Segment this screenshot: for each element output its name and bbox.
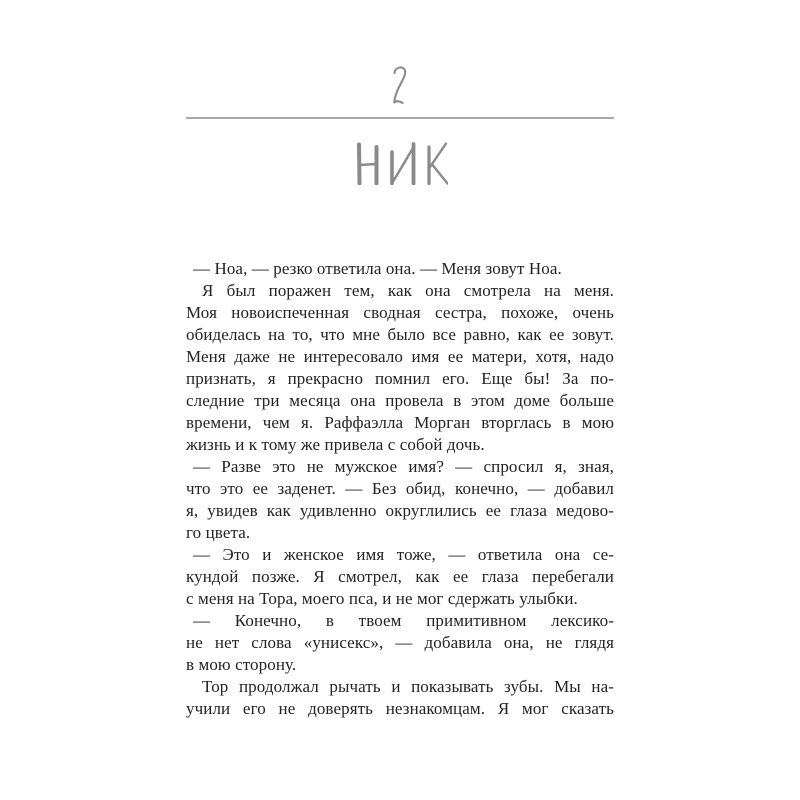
body-text xyxy=(186,258,614,720)
text-line: обиделась на то, что мне было все равно, как ее зовут. xyxy=(186,325,614,344)
text-line: времени, чем я. Раффаэлла Морган вторглась в мою xyxy=(186,413,614,432)
text-line: учили его не доверять незнакомцам. Я мог сказать xyxy=(186,699,614,718)
text-line: следние три месяца она провела в этом доме больше xyxy=(186,391,614,410)
paragraph xyxy=(186,610,614,676)
text-line: Меня даже не интересовало имя ее матери, хотя, надо xyxy=(186,347,614,366)
paragraph xyxy=(186,456,614,544)
book-page xyxy=(186,0,614,720)
text-line: кундой позже. Я смотрел, как ее глаза перебегали xyxy=(186,567,614,586)
chapter-title xyxy=(186,141,614,185)
text-line: — Разве это не мужское имя? — спросил я, зная, xyxy=(193,457,614,476)
chapter-number-glyph xyxy=(390,64,410,106)
text-line: Моя новоиспеченная сводная сестра, похоже, очень xyxy=(186,303,614,322)
text-line: жизнь и к тому же привела с собой дочь. xyxy=(186,435,485,454)
chapter-header xyxy=(186,64,614,185)
paragraph xyxy=(186,258,614,280)
text-line: го цвета. xyxy=(186,523,251,542)
text-line: что это ее заденет. — Без обид, конечно, — добавил xyxy=(186,479,614,498)
paragraph xyxy=(186,280,614,456)
text-line: признать, я прекрасно помнил его. Еще бы! За по- xyxy=(186,369,614,388)
text-line: Тор продолжал рычать и показывать зубы. Мы на- xyxy=(202,677,614,696)
text-line: — Это и женское имя тоже, — ответила она се- xyxy=(193,545,614,564)
paragraph xyxy=(186,676,614,720)
text-line: не нет слова «унисекс», — добавила она, не глядя xyxy=(186,633,614,652)
text-line: я, увидев как удивленно округлились ее глаза медово- xyxy=(186,501,614,520)
text-line: в мою сторону. xyxy=(186,655,297,674)
text-line: — Конечно, в твоем примитивном лексико- xyxy=(193,611,614,630)
text-line: — Ноа, — резко ответила она. — Меня зовут Ноа. xyxy=(193,259,562,278)
chapter-divider xyxy=(186,117,614,119)
text-line: с меня на Тора, моего пса, и не мог сдержать улыбки. xyxy=(186,589,578,608)
text-line: Я был поражен тем, как она смотрела на меня. xyxy=(202,281,614,300)
paragraph xyxy=(186,544,614,610)
chapter-title-glyph xyxy=(352,141,448,185)
chapter-number xyxy=(186,64,614,106)
